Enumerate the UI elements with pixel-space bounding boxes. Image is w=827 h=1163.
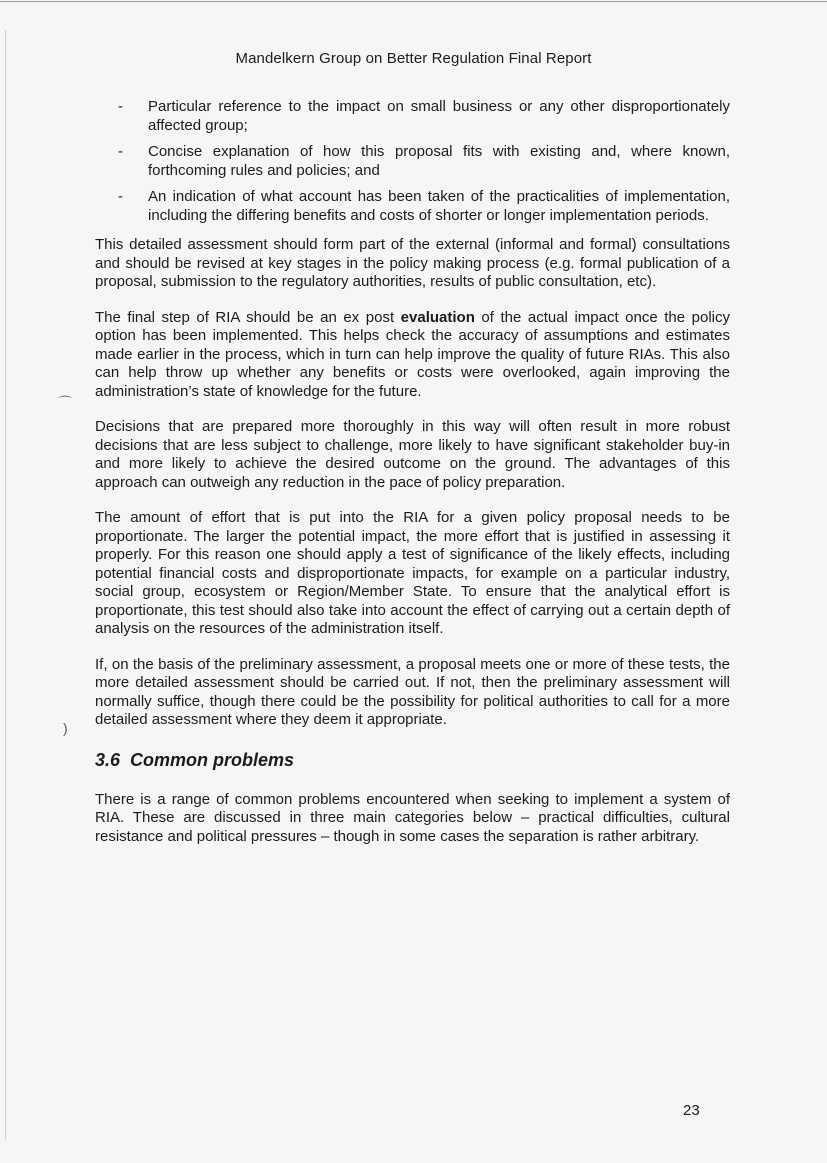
bold-term: evaluation [400,308,475,326]
page-number: 23 [683,1102,700,1119]
main-content [95,98,730,863]
list-item [95,98,730,135]
list-item [95,143,730,180]
paragraph-evaluation [95,309,730,402]
scan-mark: ⌒ [58,395,72,411]
bullet-marker: - [118,98,123,115]
scan-mark: ) [63,720,68,736]
section-heading [95,749,730,771]
paragraph-text: The final step of RIA should be an ex post [95,308,401,326]
paragraph-proportionate: The amount of effort that is put into the RIA for a given policy proposal needs to be proportionate. The larger the potential impact, the more effort that is justified in assessing it properly. For this reason one should apply a test of significance of the likely effects, including potential financial costs and disproportionate impacts, for example on a particular industry, social group, ecosystem or Region/Member State. To ensure that the analytical effort is proportionate, this test should also take into account the effect of carrying out a certain depth of analysis on the resources of the administration itself. [95,509,730,637]
paragraph-common-problems: There is a range of common problems encountered when seeking to implement a system of RIA. These are discussed in three main categories below – practical difficulties, cultural resistance and political pressures – though in some cases the separation is rather arbitrary. [95,790,730,845]
bullet-text: Concise explanation of how this proposal fits with existing and, where known, forthcoming rules and policies; and [148,143,730,179]
scan-edge [5,30,6,1140]
bullet-text: An indication of what account has been taken of the practicalities of implementation, including the differing benefits and costs of shorter or longer implementation periods. [148,188,730,224]
list-item [95,188,730,225]
top-rule [0,1,827,2]
bullet-text: Particular reference to the impact on small business or any other disproportionately affected group; [148,98,730,134]
running-header: Mandelkern Group on Better Regulation Final Report [235,50,592,67]
paragraph-consultation: This detailed assessment should form part of the external (informal and formal) consultations and should be revised at key stages in the policy making process (e.g. formal publication of a proposal, submission to the regulatory authorities, results of public consultation, etc). [95,236,730,290]
bullet-marker: - [118,188,123,205]
bullet-marker: - [118,143,123,160]
section-number: 3.6 [95,749,121,770]
paragraph-decisions: Decisions that are prepared more thoroughly in this way will often result in more robust decisions that are less subject to challenge, more likely to have significant stakeholder buy-in and more likely to achieve the desired outcome on the ground. The advantages of this approach can outweigh any reduction in the pace of policy preparation. [95,418,730,491]
paragraph-preliminary: If, on the basis of the preliminary assessment, a proposal meets one or more of these tests, the more detailed assessment should be carried out. If not, then the preliminary assessment will normally suffice, though there could be the possibility for political authorities to call for a more detailed assessment where they deem it appropriate. [95,655,730,728]
paragraph-text: of the actual impact once the policy option has been implemented. This helps check the accuracy of assumptions and estimates made earlier in the process, which in turn can help improve the quality of future RIAs. This also can help throw up whether any benefits or costs were overlooked, again improving the administration’s state of knowledge for the future. [95,308,730,400]
section-title: Common problems [130,749,295,770]
bullet-list [95,98,730,225]
